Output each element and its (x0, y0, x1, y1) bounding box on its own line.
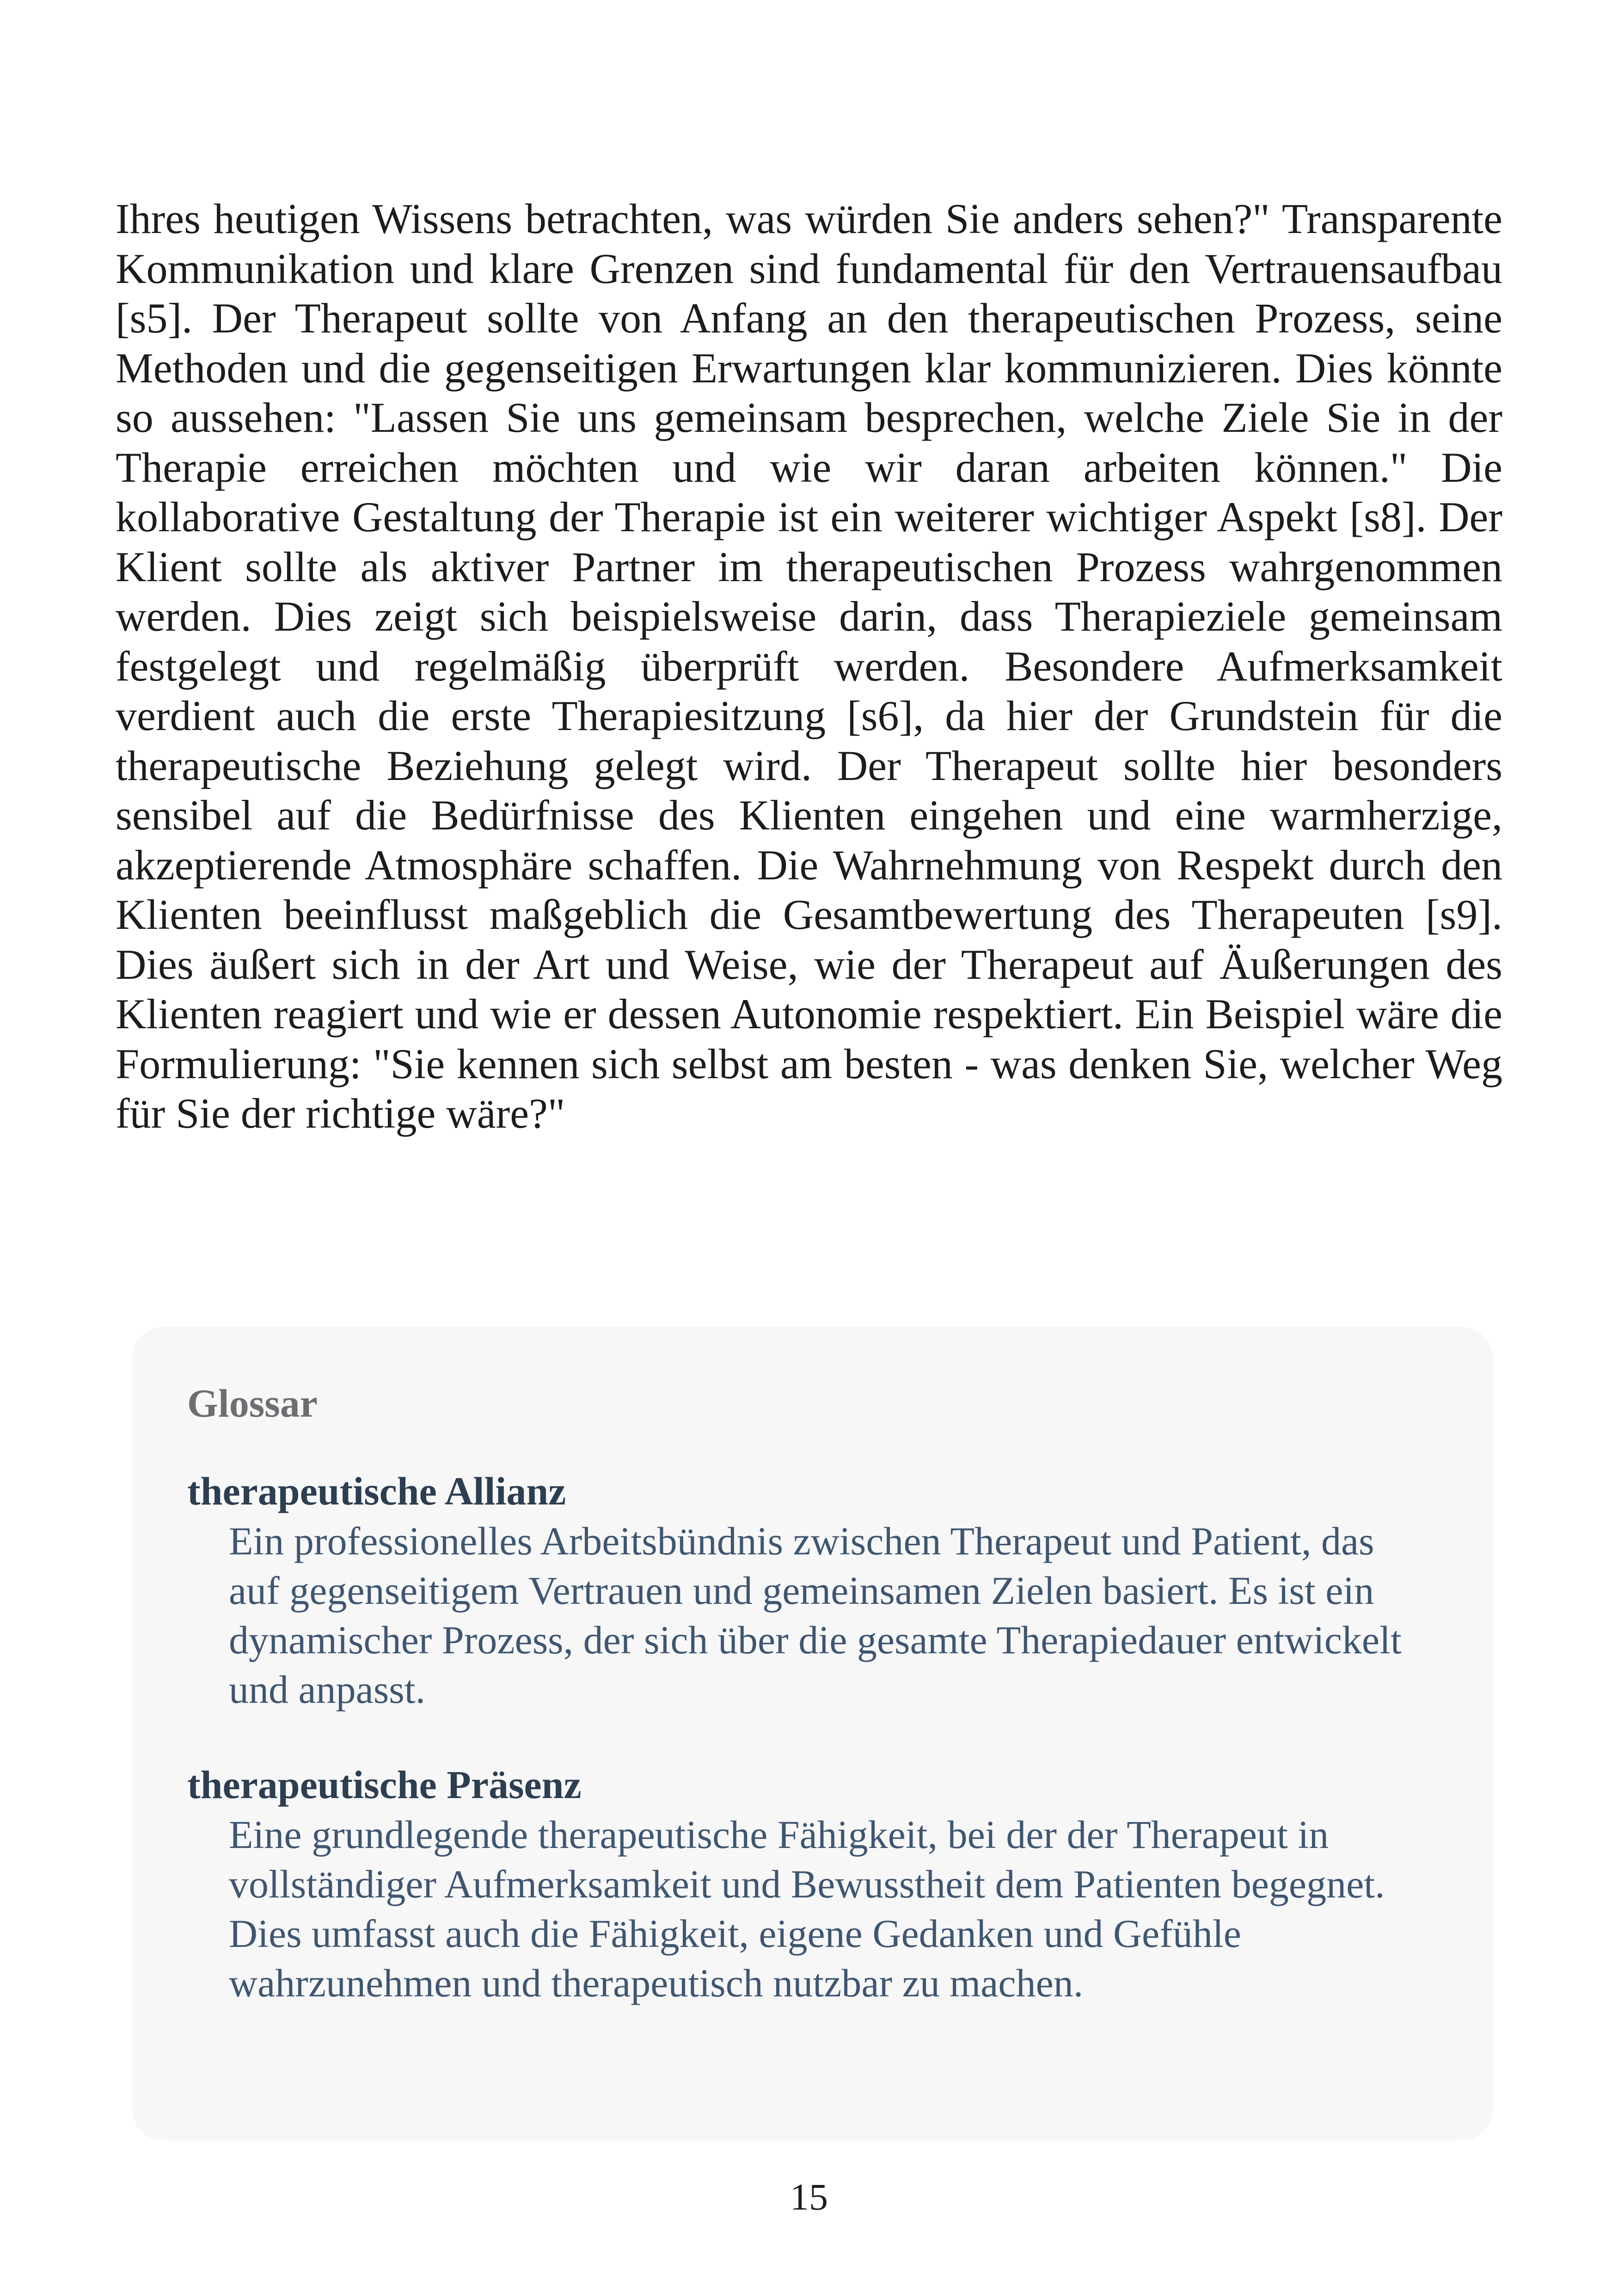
glossary-entry (187, 1466, 1454, 1714)
glossary-entry (187, 1759, 1454, 2008)
glossary-title: Glossar (187, 1381, 318, 1425)
glossary-box (132, 1327, 1493, 2141)
page-number: 15 (790, 2176, 828, 2218)
glossary-term: therapeutische Allianz (187, 1469, 566, 1513)
glossary-term: therapeutische Präsenz (187, 1762, 582, 1807)
glossary-definition: Ein professionelles Arbeitsbündnis zwischen Therapeut und Patient, das auf gegenseitigem Vertrauen und gemeinsamen Zielen basiert. Es ist ein dynamischer Prozess, der sich über die gesamte Therapiedauer entwickelt und anpasst. (229, 1519, 1402, 1712)
body-paragraph: Ihres heutigen Wissens betrachten, was würden Sie anders sehen?" Transparente Kommunikation und klare Grenzen sind fundamental für den Vertrauensaufbau [s5]. Der Therapeut sollte von Anfang an den therapeutischen Prozess, seine Methoden und die gegenseitigen Erwartungen klar kommunizieren. Dies könnte so aussehen: "Lassen Sie uns gemeinsam besprechen, welche Ziele Sie in der Therapie erreichen möchten und wie wir daran arbeiten können." Die kollaborative Gestaltung der Therapie ist ein weiterer wichtiger Aspekt [s8]. Der Klient sollte als aktiver Partner im therapeutischen Prozess wahrgenommen werden. Dies zeigt sich beispielsweise darin, dass Therapieziele gemeinsam festgelegt und regelmäßig überprüft werden. Besondere Aufmerksamkeit verdient auch die erste Therapiesitzung [s6], da hier der Grundstein für die therapeutische Beziehung gelegt wird. Der Therapeut sollte hier besonders sensibel auf die Bedürfnisse des Klienten eingehen und eine warmherzige, akzeptierende Atmosphäre schaffen. Die Wahrnehmung von Respekt durch den Klienten beeinflusst maßgeblich die Gesamtbewertung des Therapeuten [s9]. Dies äußert sich in der Art und Weise, wie der Therapeut auf Äußerungen des Klienten reagiert und wie er dessen Autonomie respektiert. Ein Beispiel wäre die Formulierung: "Sie kennen sich selbst am besten - was denken Sie, welcher Weg für Sie der richtige wäre?" (116, 195, 1502, 1137)
glossary-definition: Eine grundlegende therapeutische Fähigkeit, bei der der Therapeut in vollständiger Aufmerksamkeit und Bewusstheit dem Patienten begegnet. Dies umfasst auch die Fähigkeit, eigene Gedanken und Gefühle wahrzunehmen und therapeutisch nutzbar zu machen. (229, 1812, 1385, 2005)
